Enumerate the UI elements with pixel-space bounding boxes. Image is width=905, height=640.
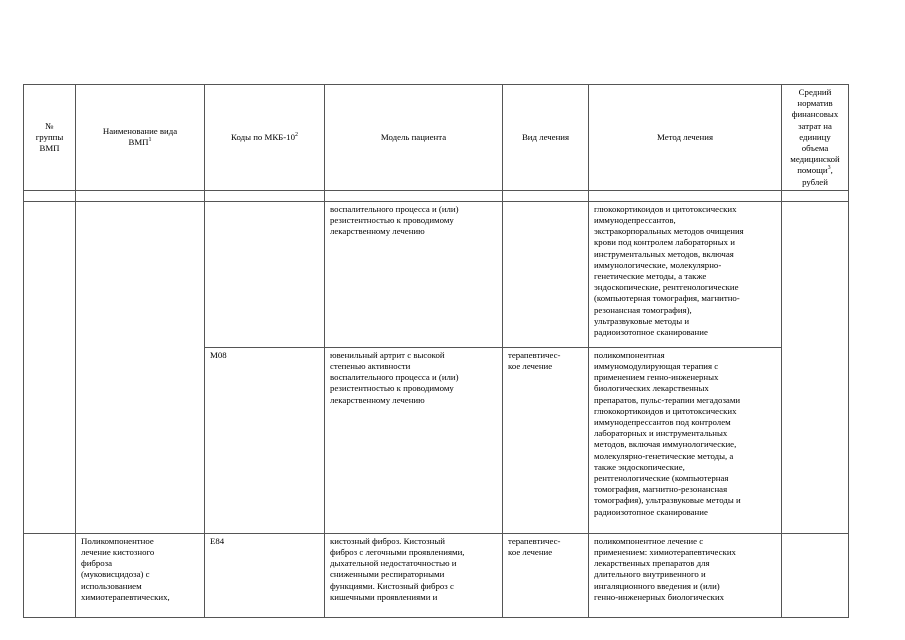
- cell-patient-model: ювенильный артрит с высокой степенью активности воспалительного процесса и (или) резистентностью к проводимому лекарственному лечению: [325, 347, 503, 533]
- cell-treatment-type: терапевтичес- кое лечение: [503, 347, 589, 533]
- header-treatment-method: Метод лечения: [589, 85, 782, 191]
- cell-vmp-name: [76, 201, 205, 533]
- cell-icd: M08: [205, 347, 325, 533]
- cell-treatment-type: [503, 201, 589, 347]
- header-patient-model: Модель пациента: [325, 85, 503, 191]
- table-row: [24, 533, 849, 617]
- header-icd-codes: Коды по МКБ-$10^2$: [205, 85, 325, 191]
- vmp-table: [23, 84, 849, 618]
- table-spacer-row: [24, 190, 849, 201]
- table-header-row: [24, 85, 849, 191]
- header-group-no: № группы ВМП: [24, 85, 76, 191]
- header-treatment-type: Вид лечения: [503, 85, 589, 191]
- header-cost-norm: Средний норматив финансовых затрат на единицу объема медицинской помощи$^3$, рублей: [782, 85, 849, 191]
- cell-icd: E84: [205, 533, 325, 617]
- cell-treatment-method: поликомпонентная иммуномодулирующая терапия с применением генно-инженерных биологических лекарственных препаратов, пульс-терапии мегадозами глюкокортикоидов и цитотоксических иммунодепрессантов под контролем лабораторных и инструментальных методов, включая иммунологические, молекулярно-генетические методы, а также эндоскопические, рентгенологические (компьютерная томография, магнитно-резонансная томография), ультразвуковые методы и радиоизотопное сканирование: [589, 347, 782, 533]
- cell-cost: [782, 533, 849, 617]
- cell-treatment-method: глюкокортикоидов и цитотоксических иммунодепрессантов, экстракорпоральных методов очищения крови под контролем лабораторных и инструментальных методов, включая иммунологические, молекулярно- генетические методы, а также эндоскопические, рентгенологические (компьютерная томография, магнитно- резонансная томография), ультразвуковые методы и радиоизотопное сканирование: [589, 201, 782, 347]
- cell-cost: [782, 201, 849, 533]
- cell-patient-model: кистозный фиброз. Кистозный фиброз с легочными проявлениями, дыхательной недостаточностью и сниженными респираторными функциями. Кистозный фиброз с кишечными проявлениями и: [325, 533, 503, 617]
- cell-vmp-name: Поликомпонентное лечение кистозного фиброза (муковисцидоза) с использованием химиотерапевтических,: [76, 533, 205, 617]
- header-vmp-name: Наименование вида ВМП$^1$: [76, 85, 205, 191]
- cell-group-no: [24, 201, 76, 533]
- cell-treatment-method: поликомпонентное лечение с применением: химиотерапевтических лекарственных препаратов для длительного внутривенного и ингаляционного введения и (или) генно-инженерных биологических: [589, 533, 782, 617]
- cell-icd: [205, 201, 325, 347]
- cell-group-no: [24, 533, 76, 617]
- cell-patient-model: воспалительного процесса и (или) резистентностью к проводимому лекарственному лечению: [325, 201, 503, 347]
- table-row: [24, 201, 849, 347]
- cell-treatment-type: терапевтичес- кое лечение: [503, 533, 589, 617]
